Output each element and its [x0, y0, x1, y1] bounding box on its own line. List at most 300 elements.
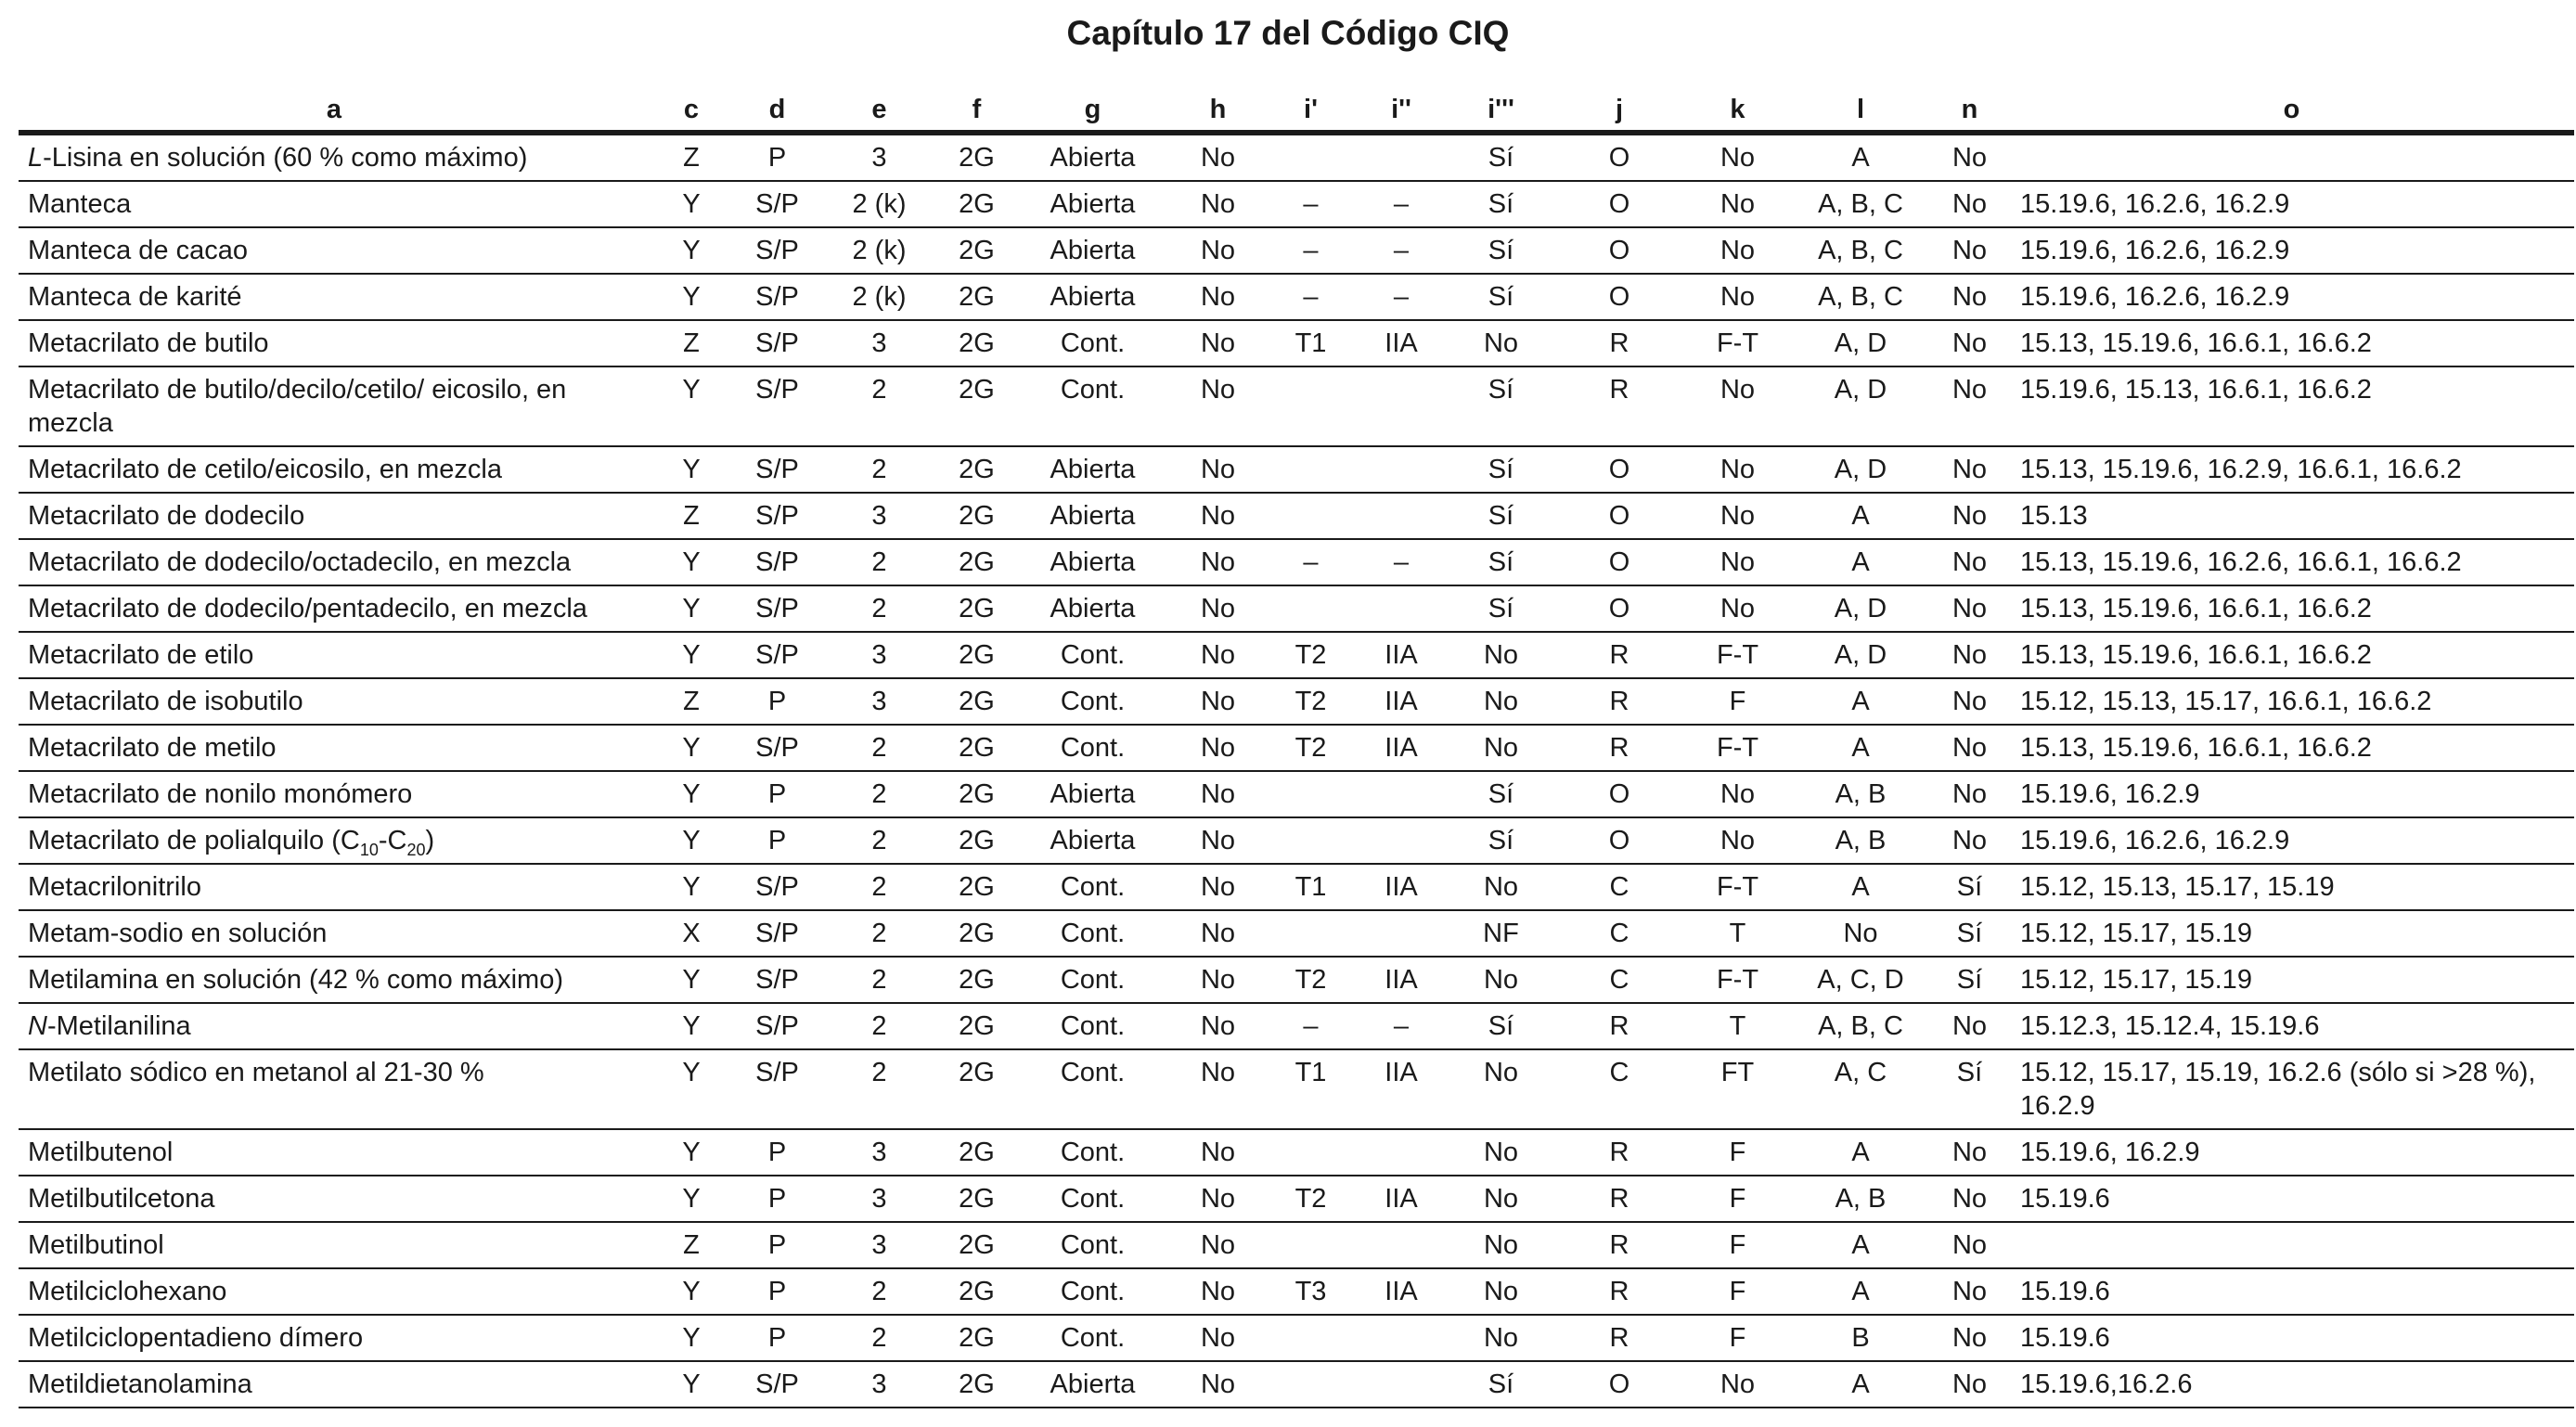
cell-j: R [1554, 632, 1684, 678]
cell-j: R [1554, 725, 1684, 771]
cell-j: O [1554, 539, 1684, 585]
cell-f: 2G [937, 725, 1016, 771]
cell-e: 2 [821, 1315, 937, 1361]
cell-o: 15.12.3, 15.12.4, 15.19.6 [2009, 1003, 2574, 1049]
cell-o: 15.19.6,16.2.6 [2009, 1361, 2574, 1408]
cell-a: Metacrilonitrilo [19, 864, 650, 910]
column-header-o: o [2009, 89, 2574, 133]
cell-l: A [1791, 539, 1930, 585]
table-row [19, 1361, 2574, 1408]
cell-g: Cont. [1016, 1049, 1169, 1129]
cell-i1 [1267, 1361, 1355, 1408]
cell-h: No [1169, 227, 1267, 274]
cell-i1 [1267, 1315, 1355, 1361]
cell-a: Manteca [19, 181, 650, 227]
cell-i2 [1355, 133, 1448, 181]
table-row [19, 678, 2574, 725]
cell-f: 2G [937, 1361, 1016, 1408]
column-header-d: d [733, 89, 821, 133]
cell-a: Metacrilato de butilo [19, 320, 650, 366]
table-row [19, 181, 2574, 227]
cell-i2: IIA [1355, 632, 1448, 678]
table-row [19, 366, 2574, 446]
cell-i2 [1355, 817, 1448, 864]
cell-n: No [1930, 446, 2009, 493]
cell-i3: Sí [1448, 1361, 1554, 1408]
cell-a: Metacrilato de dodecilo/octadecilo, en mezcla [19, 539, 650, 585]
table-row [19, 725, 2574, 771]
cell-n: No [1930, 1222, 2009, 1268]
cell-g: Cont. [1016, 864, 1169, 910]
table-row [19, 1222, 2574, 1268]
cell-e: 2 [821, 539, 937, 585]
cell-n: No [1930, 320, 2009, 366]
cell-f: 2G [937, 957, 1016, 1003]
cell-a: Metam-sodio en solución [19, 910, 650, 957]
cell-c: Y [650, 1361, 733, 1408]
cell-f: 2G [937, 1222, 1016, 1268]
cell-o: 15.13, 15.19.6, 16.6.1, 16.6.2 [2009, 725, 2574, 771]
cell-g: Abierta [1016, 274, 1169, 320]
table-row [19, 320, 2574, 366]
cell-n: No [1930, 1315, 2009, 1361]
cell-l: A, B, C [1791, 274, 1930, 320]
cell-c: Y [650, 1129, 733, 1176]
cell-i2: – [1355, 181, 1448, 227]
cell-k: No [1684, 274, 1791, 320]
cell-f: 2G [937, 366, 1016, 446]
cell-o: 15.19.6, 16.2.6, 16.2.9 [2009, 817, 2574, 864]
cell-i2: – [1355, 539, 1448, 585]
cell-d: S/P [733, 632, 821, 678]
column-header-i1: i' [1267, 89, 1355, 133]
cell-f: 2G [937, 1176, 1016, 1222]
cell-d: S/P [733, 539, 821, 585]
cell-l: A, B [1791, 1176, 1930, 1222]
cell-i3: Sí [1448, 1003, 1554, 1049]
cell-i3: No [1448, 864, 1554, 910]
table-row [19, 771, 2574, 817]
cell-n: No [1930, 366, 2009, 446]
cell-h: No [1169, 632, 1267, 678]
cell-e: 2 [821, 446, 937, 493]
cell-i1 [1267, 366, 1355, 446]
cell-h: No [1169, 1003, 1267, 1049]
cell-f: 2G [937, 493, 1016, 539]
cell-c: X [650, 910, 733, 957]
cell-j: R [1554, 1129, 1684, 1176]
cell-j: O [1554, 227, 1684, 274]
cell-g: Abierta [1016, 181, 1169, 227]
table-row [19, 227, 2574, 274]
cell-n: No [1930, 181, 2009, 227]
cell-i3: Sí [1448, 539, 1554, 585]
cell-i2 [1355, 1361, 1448, 1408]
cell-j: O [1554, 771, 1684, 817]
cell-c: Y [650, 446, 733, 493]
cell-n: No [1930, 632, 2009, 678]
cell-d: S/P [733, 366, 821, 446]
cell-k: No [1684, 181, 1791, 227]
cell-e: 2 [821, 864, 937, 910]
cell-g: Cont. [1016, 957, 1169, 1003]
cell-o: 15.12, 15.13, 15.17, 15.19 [2009, 864, 2574, 910]
cell-e: 3 [821, 1129, 937, 1176]
column-header-f: f [937, 89, 1016, 133]
cell-h: No [1169, 771, 1267, 817]
table-row [19, 632, 2574, 678]
cell-d: S/P [733, 274, 821, 320]
cell-j: O [1554, 817, 1684, 864]
cell-j: R [1554, 1176, 1684, 1222]
cell-i2 [1355, 366, 1448, 446]
cell-d: S/P [733, 320, 821, 366]
table-row [19, 1315, 2574, 1361]
cell-i1: T2 [1267, 725, 1355, 771]
cell-i2 [1355, 771, 1448, 817]
cell-i1: T2 [1267, 957, 1355, 1003]
cell-l: A, D [1791, 585, 1930, 632]
cell-i2: IIA [1355, 957, 1448, 1003]
cell-n: No [1930, 771, 2009, 817]
cell-n: No [1930, 274, 2009, 320]
cell-j: O [1554, 1361, 1684, 1408]
cell-i2: IIA [1355, 725, 1448, 771]
cell-g: Abierta [1016, 133, 1169, 181]
cell-f: 2G [937, 227, 1016, 274]
cell-l: A, B, C [1791, 181, 1930, 227]
cell-g: Cont. [1016, 1176, 1169, 1222]
cell-h: No [1169, 539, 1267, 585]
cell-i2: IIA [1355, 1268, 1448, 1315]
cell-i3: No [1448, 1049, 1554, 1129]
cell-c: Y [650, 274, 733, 320]
table-row [19, 1129, 2574, 1176]
cell-k: T [1684, 1003, 1791, 1049]
cell-h: No [1169, 725, 1267, 771]
cell-g: Abierta [1016, 585, 1169, 632]
cell-g: Abierta [1016, 493, 1169, 539]
cell-o: 15.12, 15.17, 15.19 [2009, 910, 2574, 957]
cell-e: 3 [821, 133, 937, 181]
cell-e: 2 [821, 366, 937, 446]
cell-f: 2G [937, 446, 1016, 493]
cell-n: No [1930, 493, 2009, 539]
cell-d: S/P [733, 1003, 821, 1049]
cell-i1 [1267, 585, 1355, 632]
cell-f: 2G [937, 1268, 1016, 1315]
cell-o: 15.19.6, 16.2.6, 16.2.9 [2009, 274, 2574, 320]
cell-o: 15.19.6 [2009, 1176, 2574, 1222]
cell-f: 2G [937, 133, 1016, 181]
cell-f: 2G [937, 817, 1016, 864]
column-header-j: j [1554, 89, 1684, 133]
cell-l: A [1791, 1222, 1930, 1268]
cell-i3: Sí [1448, 585, 1554, 632]
cell-h: No [1169, 1315, 1267, 1361]
cell-j: C [1554, 910, 1684, 957]
cell-l: A, C [1791, 1049, 1930, 1129]
cell-g: Cont. [1016, 1129, 1169, 1176]
column-header-l: l [1791, 89, 1930, 133]
cell-o: 15.19.6 [2009, 1315, 2574, 1361]
cell-i1 [1267, 910, 1355, 957]
cell-a: Manteca de karité [19, 274, 650, 320]
cell-l: A [1791, 1361, 1930, 1408]
cell-n: No [1930, 1003, 2009, 1049]
cell-h: No [1169, 1361, 1267, 1408]
cell-a: Metacrilato de butilo/decilo/cetilo/ eicosilo, en mezcla [19, 366, 650, 446]
cell-i2 [1355, 1222, 1448, 1268]
cell-c: Y [650, 181, 733, 227]
cell-k: F-T [1684, 632, 1791, 678]
cell-l: A, C, D [1791, 957, 1930, 1003]
cell-h: No [1169, 1268, 1267, 1315]
table-row [19, 1176, 2574, 1222]
cell-d: S/P [733, 227, 821, 274]
cell-i3: Sí [1448, 771, 1554, 817]
cell-d: S/P [733, 910, 821, 957]
cell-n: No [1930, 227, 2009, 274]
cell-i2 [1355, 493, 1448, 539]
cell-n: Sí [1930, 1049, 2009, 1129]
cell-d: S/P [733, 493, 821, 539]
cell-o: 15.13, 15.19.6, 16.6.1, 16.6.2 [2009, 585, 2574, 632]
cell-i3: Sí [1448, 227, 1554, 274]
cell-f: 2G [937, 864, 1016, 910]
cell-a: Metildietanolamina [19, 1361, 650, 1408]
cell-h: No [1169, 274, 1267, 320]
cell-j: C [1554, 1049, 1684, 1129]
cell-l: A, D [1791, 446, 1930, 493]
cell-a: Metilato sódico en metanol al 21-30 % [19, 1049, 650, 1129]
table-row [19, 539, 2574, 585]
cell-i1 [1267, 1129, 1355, 1176]
cell-l: A [1791, 725, 1930, 771]
cell-c: Y [650, 864, 733, 910]
cell-o: 15.19.6, 16.2.9 [2009, 1129, 2574, 1176]
cell-i3: NF [1448, 910, 1554, 957]
cell-c: Y [650, 1268, 733, 1315]
cell-j: R [1554, 1315, 1684, 1361]
cell-n: No [1930, 1361, 2009, 1408]
cell-k: No [1684, 1361, 1791, 1408]
cell-g: Cont. [1016, 1315, 1169, 1361]
cell-e: 3 [821, 1361, 937, 1408]
cell-e: 2 [821, 585, 937, 632]
cell-g: Cont. [1016, 1268, 1169, 1315]
cell-h: No [1169, 1222, 1267, 1268]
cell-o [2009, 1222, 2574, 1268]
cell-l: A, D [1791, 632, 1930, 678]
cell-h: No [1169, 133, 1267, 181]
cell-l: A [1791, 1129, 1930, 1176]
cell-a: Metacrilato de etilo [19, 632, 650, 678]
cell-d: S/P [733, 181, 821, 227]
cell-j: R [1554, 678, 1684, 725]
cell-h: No [1169, 957, 1267, 1003]
cell-k: T [1684, 910, 1791, 957]
cell-c: Y [650, 539, 733, 585]
cell-g: Abierta [1016, 446, 1169, 493]
cell-i1: – [1267, 274, 1355, 320]
cell-f: 2G [937, 585, 1016, 632]
cell-i3: Sí [1448, 366, 1554, 446]
cell-j: O [1554, 181, 1684, 227]
cell-e: 2 [821, 817, 937, 864]
cell-e: 2 (k) [821, 227, 937, 274]
cell-d: S/P [733, 864, 821, 910]
cell-e: 3 [821, 320, 937, 366]
column-header-i3: i''' [1448, 89, 1554, 133]
cell-h: No [1169, 446, 1267, 493]
cell-k: No [1684, 817, 1791, 864]
cell-i1: T2 [1267, 632, 1355, 678]
cell-n: No [1930, 1268, 2009, 1315]
cell-i1: T1 [1267, 864, 1355, 910]
cell-i2: IIA [1355, 1049, 1448, 1129]
cell-d: P [733, 1176, 821, 1222]
cell-i1: T1 [1267, 1049, 1355, 1129]
cell-i3: Sí [1448, 133, 1554, 181]
cell-n: No [1930, 1176, 2009, 1222]
cell-e: 2 (k) [821, 181, 937, 227]
cell-c: Y [650, 1176, 733, 1222]
cell-c: Y [650, 585, 733, 632]
cell-n: No [1930, 817, 2009, 864]
page-title: Capítulo 17 del Código CIQ [1066, 14, 1510, 52]
cell-n: Sí [1930, 864, 2009, 910]
table-row [19, 493, 2574, 539]
cell-n: No [1930, 678, 2009, 725]
cell-o: 15.19.6, 15.13, 16.6.1, 16.6.2 [2009, 366, 2574, 446]
cell-d: S/P [733, 1361, 821, 1408]
cell-i3: No [1448, 1222, 1554, 1268]
cell-i3: No [1448, 320, 1554, 366]
cell-i3: Sí [1448, 446, 1554, 493]
cell-e: 2 (k) [821, 274, 937, 320]
cell-k: F [1684, 1315, 1791, 1361]
cargo-table [19, 89, 2574, 1408]
cell-k: FT [1684, 1049, 1791, 1129]
cell-g: Cont. [1016, 910, 1169, 957]
cell-e: 2 [821, 1268, 937, 1315]
cell-i1: T2 [1267, 1176, 1355, 1222]
cell-g: Cont. [1016, 1003, 1169, 1049]
cell-i3: No [1448, 1315, 1554, 1361]
column-header-n: n [1930, 89, 2009, 133]
cell-k: F-T [1684, 957, 1791, 1003]
cell-k: F-T [1684, 864, 1791, 910]
cell-i2: IIA [1355, 864, 1448, 910]
column-header-h: h [1169, 89, 1267, 133]
cell-c: Y [650, 632, 733, 678]
table-row [19, 864, 2574, 910]
table-row [19, 817, 2574, 864]
cell-i2 [1355, 446, 1448, 493]
column-header-k: k [1684, 89, 1791, 133]
column-header-c: c [650, 89, 733, 133]
cell-i2: IIA [1355, 320, 1448, 366]
cell-g: Abierta [1016, 227, 1169, 274]
cell-k: No [1684, 133, 1791, 181]
cell-c: Y [650, 817, 733, 864]
cell-g: Abierta [1016, 771, 1169, 817]
column-header-a: a [19, 89, 650, 133]
cell-i3: Sí [1448, 493, 1554, 539]
cell-e: 3 [821, 632, 937, 678]
cell-k: No [1684, 771, 1791, 817]
table-row [19, 1049, 2574, 1129]
cell-i1 [1267, 133, 1355, 181]
cell-c: Y [650, 957, 733, 1003]
cell-d: S/P [733, 957, 821, 1003]
cell-i2: – [1355, 1003, 1448, 1049]
cell-l: A, B [1791, 817, 1930, 864]
cell-k: F [1684, 1176, 1791, 1222]
cell-o: 15.12, 15.17, 15.19, 16.2.6 (sólo si >28 %), 16.2.9 [2009, 1049, 2574, 1129]
cell-k: F [1684, 678, 1791, 725]
column-header-i2: i'' [1355, 89, 1448, 133]
cell-o: 15.19.6, 16.2.9 [2009, 771, 2574, 817]
cell-c: Y [650, 227, 733, 274]
cell-i2 [1355, 585, 1448, 632]
cell-c: Y [650, 725, 733, 771]
cell-f: 2G [937, 320, 1016, 366]
cell-e: 2 [821, 1049, 937, 1129]
cell-o: 15.13, 15.19.6, 16.6.1, 16.6.2 [2009, 632, 2574, 678]
cell-e: 2 [821, 910, 937, 957]
cell-o: 15.19.6 [2009, 1268, 2574, 1315]
cell-h: No [1169, 678, 1267, 725]
cell-f: 2G [937, 1003, 1016, 1049]
cell-a: Metilbutinol [19, 1222, 650, 1268]
cell-i1 [1267, 771, 1355, 817]
cell-n: Sí [1930, 910, 2009, 957]
cell-h: No [1169, 366, 1267, 446]
table-row [19, 910, 2574, 957]
table-row [19, 957, 2574, 1003]
cell-h: No [1169, 817, 1267, 864]
column-header-g: g [1016, 89, 1169, 133]
cell-g: Cont. [1016, 320, 1169, 366]
cell-d: P [733, 771, 821, 817]
cell-e: 2 [821, 957, 937, 1003]
cell-i3: No [1448, 957, 1554, 1003]
cell-a: Metilbutenol [19, 1129, 650, 1176]
cell-f: 2G [937, 1129, 1016, 1176]
cell-n: No [1930, 539, 2009, 585]
cell-l: A [1791, 864, 1930, 910]
cell-o: 15.13, 15.19.6, 16.2.6, 16.6.1, 16.6.2 [2009, 539, 2574, 585]
cell-j: O [1554, 446, 1684, 493]
cell-h: No [1169, 910, 1267, 957]
cell-i3: No [1448, 1129, 1554, 1176]
cell-n: No [1930, 1129, 2009, 1176]
table-row [19, 446, 2574, 493]
cell-i3: No [1448, 1176, 1554, 1222]
cell-j: O [1554, 493, 1684, 539]
cell-n: No [1930, 133, 2009, 181]
cell-i1 [1267, 493, 1355, 539]
cell-d: S/P [733, 446, 821, 493]
cell-i3: Sí [1448, 817, 1554, 864]
cell-k: F [1684, 1222, 1791, 1268]
cell-a: Metacrilato de metilo [19, 725, 650, 771]
cell-h: No [1169, 1129, 1267, 1176]
cell-n: Sí [1930, 957, 2009, 1003]
cell-i1: – [1267, 227, 1355, 274]
